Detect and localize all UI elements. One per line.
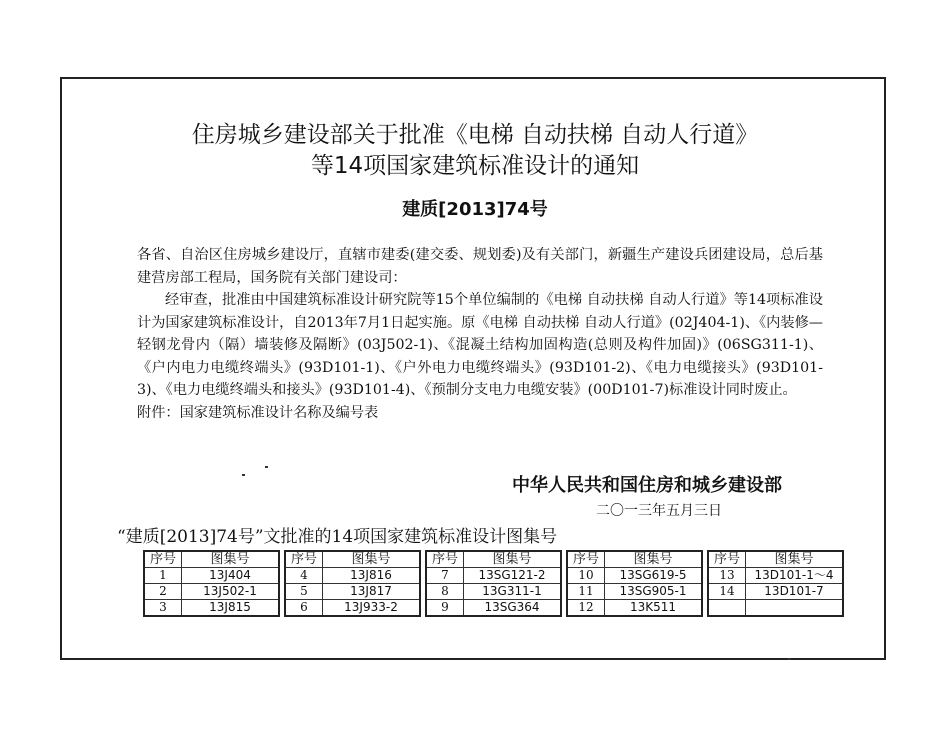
table-header-row <box>426 551 561 568</box>
atlas-code-cell <box>746 600 844 617</box>
table-row <box>144 600 279 617</box>
atlas-code-cell: 13G311-1 <box>464 584 562 600</box>
table-row <box>426 584 561 600</box>
atlas-code-cell: 13SG905-1 <box>605 584 703 600</box>
atlas-table-group <box>143 550 280 617</box>
header-serial-no: 序号 <box>285 551 323 568</box>
atlas-table-group <box>566 550 703 617</box>
table-row <box>285 568 420 584</box>
atlas-code-cell: 13SG121-2 <box>464 568 562 584</box>
header-atlas-code: 图集号 <box>464 551 562 568</box>
serial-no-cell: 2 <box>144 584 182 600</box>
header-serial-no: 序号 <box>708 551 746 568</box>
header-serial-no: 序号 <box>144 551 182 568</box>
serial-no-cell: 11 <box>567 584 605 600</box>
table-header-row <box>144 551 279 568</box>
atlas-table-group <box>707 550 844 617</box>
serial-no-cell: 8 <box>426 584 464 600</box>
table-header-row <box>285 551 420 568</box>
notice-title-line2: 等14项国家建筑标准设计的通知 <box>310 153 640 179</box>
atlas-code-cell: 13D101-7 <box>746 584 844 600</box>
issuing-authority: 中华人民共和国住房和城乡建设部 <box>512 475 782 496</box>
serial-no-cell: 5 <box>285 584 323 600</box>
serial-no-cell: 3 <box>144 600 182 617</box>
table-row <box>426 600 561 617</box>
atlas-code-cell: 13J816 <box>323 568 421 584</box>
scan-speck <box>242 474 245 476</box>
atlas-code-cell: 13SG619-5 <box>605 568 703 584</box>
table-row <box>708 600 843 617</box>
serial-no-cell: 10 <box>567 568 605 584</box>
document-number: 建质[2013]74号 <box>402 199 548 220</box>
notice-body <box>137 244 823 424</box>
header-atlas-code: 图集号 <box>182 551 280 568</box>
table-row <box>567 568 702 584</box>
scan-speck <box>788 658 791 660</box>
table-row <box>144 568 279 584</box>
notice-title-line1: 住房城乡建设部关于批准《电梯 自动扶梯 自动人行道》 <box>191 122 759 148</box>
serial-no-cell <box>708 600 746 617</box>
header-atlas-code: 图集号 <box>605 551 703 568</box>
atlas-code-cell: 13K511 <box>605 600 703 617</box>
serial-no-cell: 14 <box>708 584 746 600</box>
serial-no-cell: 7 <box>426 568 464 584</box>
atlas-code-cell: 13J817 <box>323 584 421 600</box>
table-row <box>567 584 702 600</box>
table-row <box>144 584 279 600</box>
atlas-code-cell: 13D101-1～4 <box>746 568 844 584</box>
table-title: “建质[2013]74号”文批准的14项国家建筑标准设计图集号 <box>117 527 558 547</box>
table-row <box>708 568 843 584</box>
serial-no-cell: 13 <box>708 568 746 584</box>
serial-no-cell: 4 <box>285 568 323 584</box>
table-row <box>285 600 420 617</box>
atlas-code-cell: 13SG364 <box>464 600 562 617</box>
table-row <box>285 584 420 600</box>
main-paragraph: 经审查，批准由中国建筑标准设计研究院等15个单位编制的《电梯 自动扶梯 自动人行道》等14项标准设计为国家建筑标准设计，自2013年7月1日起实施。原《电梯 自动扶梯 自动人行道》(02J404-1)、《内装修—轻钢龙骨内（隔）墙装修及隔断》(03J502-1)、《混凝土结构加固构造(总则及构件加固)》(06SG311-1)、《户内电力电缆终端头》(93D101-1)、《户外电力电缆终端头》(93D101-2)、《电力电缆接头》(93D101-3)、《电力电缆终端头和接头》(93D101-4)、《预制分支电力电缆安装》(00D101-7)标准设计同时废止。 <box>137 292 823 398</box>
header-atlas-code: 图集号 <box>323 551 421 568</box>
table-row <box>708 584 843 600</box>
atlas-number-table <box>143 550 844 617</box>
serial-no-cell: 1 <box>144 568 182 584</box>
scan-speck <box>265 466 268 468</box>
attachment-line: 附件：国家建筑标准设计名称及编号表 <box>137 404 379 421</box>
table-row <box>426 568 561 584</box>
table-header-row <box>567 551 702 568</box>
serial-no-cell: 6 <box>285 600 323 617</box>
serial-no-cell: 12 <box>567 600 605 617</box>
addressee-paragraph: 各省、自治区住房城乡建设厅，直辖市建委(建交委、规划委)及有关部门，新疆生产建设兵团建设局，总后基建营房部工程局，国务院有关部门建设司： <box>137 247 823 286</box>
header-atlas-code: 图集号 <box>746 551 844 568</box>
serial-no-cell: 9 <box>426 600 464 617</box>
atlas-code-cell: 13J815 <box>182 600 280 617</box>
atlas-table-group <box>425 550 562 617</box>
header-serial-no: 序号 <box>567 551 605 568</box>
atlas-code-cell: 13J502-1 <box>182 584 280 600</box>
table-header-row <box>708 551 843 568</box>
atlas-code-cell: 13J404 <box>182 568 280 584</box>
header-serial-no: 序号 <box>426 551 464 568</box>
table-row <box>567 600 702 617</box>
atlas-table-group <box>284 550 421 617</box>
issue-date: 二〇一三年五月三日 <box>596 503 722 519</box>
atlas-code-cell: 13J933-2 <box>323 600 421 617</box>
